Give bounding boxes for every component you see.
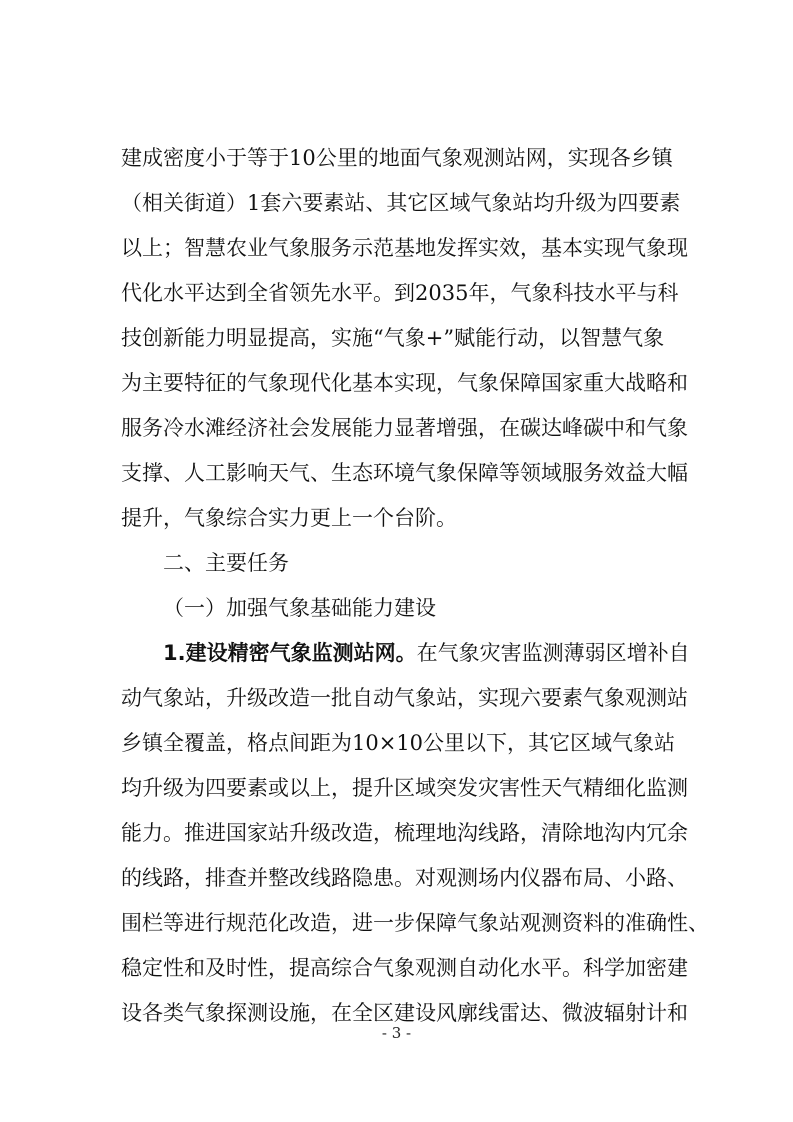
paragraph-line: 技创新能力明显提高，实施“气象+”赋能行动，以智慧气象 (121, 326, 665, 350)
paragraph-line: 提升，气象综合实力更上一个台阶。 (121, 506, 457, 530)
paragraph-line: 围栏等进行规范化改造，进一步保障气象站观测资料的准确性、 (121, 911, 709, 935)
paragraph-line: 能力。推进国家站升级改造，梳理地沟线路，清除地沟内冗余 (121, 821, 688, 845)
paragraph-line: 以上；智慧农业气象服务示范基地发挥实效，基本实现气象现 (121, 236, 688, 260)
paragraph-line: 均升级为四要素或以上，提升区域突发灾害性天气精细化监测 (121, 776, 688, 800)
paragraph-line: 服务冷水滩经济社会发展能力显著增强，在碳达峰碳中和气象 (121, 416, 688, 440)
paragraph-line: 支撑、人工影响天气、生态环境气象保障等领域服务效益大幅 (121, 461, 688, 485)
paragraph-line: 的线路，排查并整改线路隐患。对观测场内仪器布局、小路、 (121, 866, 688, 890)
paragraph-line: 建成密度小于等于10公里的地面气象观测站网，实现各乡镇 (121, 146, 673, 170)
section-heading: 二、主要任务 (163, 551, 289, 575)
paragraph-line: 动气象站，升级改造一批自动气象站，实现六要素气象观测站 (121, 686, 688, 710)
subsection-heading: （一）加强气象基础能力建设 (163, 596, 436, 620)
page-number: - 3 - (381, 1024, 412, 1042)
paragraph-line: 设各类气象探测设施，在全区建设风廓线雷达、微波辐射计和 (121, 1001, 688, 1025)
item1-title: 1.建设精密气象监测站网。 (163, 641, 417, 665)
paragraph-line: 为主要特征的气象现代化基本实现，气象保障国家重大战略和 (121, 371, 688, 395)
item1-first-line-text: 在气象灾害监测薄弱区增补自 (416, 641, 690, 665)
paragraph-line: 代化水平达到全省领先水平。到2035年，气象科技水平与科 (121, 281, 679, 305)
paragraph-line: （相关街道）1套六要素站、其它区域气象站均升级为四要素 (121, 191, 681, 215)
paragraph-line: 稳定性和及时性，提高综合气象观测自动化水平。科学加密建 (121, 956, 688, 980)
item1-first-line (163, 635, 690, 671)
paragraph-line: 乡镇全覆盖，格点间距为10×10公里以下，其它区域气象站 (121, 731, 676, 755)
